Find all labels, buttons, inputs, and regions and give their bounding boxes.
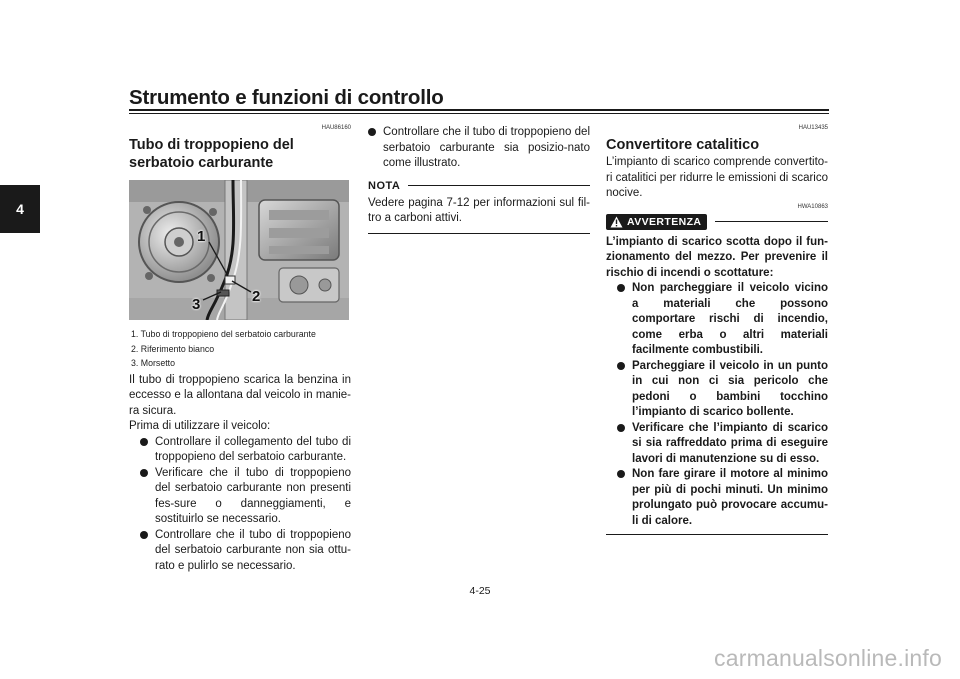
- body-paragraph: Il tubo di troppopieno scarica la benzina in eccesso e la allontana dal veicolo in manie-ra sicura.: [129, 373, 351, 417]
- warning-badge: [606, 214, 707, 230]
- column-catalytic: [606, 125, 828, 535]
- bullet-dot-icon: [140, 438, 148, 446]
- warning-code: HWA10863: [797, 203, 828, 210]
- warning-label: AVVERTENZA: [627, 215, 702, 228]
- column-fuel-overflow: [129, 125, 351, 574]
- section-title: Tubo di troppopieno del serbatoio carburante: [129, 137, 294, 171]
- engine-figure: [129, 180, 349, 320]
- note-label: NOTA: [368, 179, 401, 192]
- list-item: [140, 528, 351, 575]
- bullet-dot-icon: [140, 531, 148, 539]
- list-item: [617, 281, 828, 359]
- figure-captions: [131, 329, 351, 370]
- caption-item: 3. Morsetto: [131, 358, 176, 368]
- engine-illustration: [129, 180, 349, 320]
- note-header: [368, 180, 590, 192]
- warning-header: [606, 214, 828, 230]
- page-number: 4-25: [469, 585, 491, 597]
- bullet-list: [368, 125, 590, 172]
- warning-rule: [715, 221, 828, 222]
- list-item: [617, 421, 828, 468]
- list-item-text: Verificare che il tubo di troppopieno del serbatoio carburante non presenti fes-sure o danneggiamenti, e sostituirlo se necessario.: [155, 466, 351, 525]
- list-item-text: Controllare che il tubo di troppopieno del serbatoio carburante sia posizio-nato come illustrato.: [383, 126, 590, 169]
- header-rule-thin: [129, 113, 829, 114]
- bullet-dot-icon: [617, 470, 625, 478]
- column-continued: [368, 125, 590, 234]
- list-item: [140, 435, 351, 466]
- list-item: [140, 466, 351, 528]
- caption-item: 2. Riferimento bianco: [131, 343, 215, 354]
- body-paragraph: Prima di utilizzare il veicolo:: [129, 420, 271, 432]
- list-item-text: Controllare che il tubo di troppopieno del serbatoio carburante non sia ottu-rato e pulirlo se necessario.: [155, 528, 351, 572]
- warning-triangle-icon: [610, 216, 623, 228]
- figure-callout-3: 3: [192, 296, 201, 313]
- bullet-list: [140, 435, 351, 575]
- list-item-text: Controllare il collegamento del tubo di troppopieno del serbatoio carburante.: [155, 435, 351, 463]
- watermark: carmanualsonline.info: [714, 645, 942, 671]
- body-paragraph: L’impianto di scarico comprende convertito-ri catalitici per ridurre le emissioni di scarico nocive.: [606, 156, 828, 199]
- bullet-dot-icon: [617, 362, 625, 370]
- note-end-rule: [368, 233, 590, 234]
- warning-intro: L’impianto di scarico scotta dopo il fun-zionamento del mezzo. Per prevenire il rischio di incendi o scottature:: [606, 235, 828, 279]
- bullet-dot-icon: [617, 284, 625, 292]
- header-rule: [129, 109, 829, 111]
- section-code: HAU86160: [321, 125, 351, 131]
- warning-end-rule: [606, 534, 828, 535]
- list-item: [368, 125, 590, 172]
- list-item-text: Verificare che l’impianto di scarico si sia raffreddato prima di eseguire lavori di manutenzione su di esso.: [632, 421, 828, 465]
- section-title: Convertitore catalitico: [606, 137, 760, 153]
- bullet-dot-icon: [368, 128, 376, 136]
- list-item: [617, 359, 828, 421]
- section-code: HAU13435: [798, 125, 828, 131]
- list-item-text: Non fare girare il motore al minimo per più di pochi minuti. Un minimo prolungato può provocare accumu-li di calore.: [632, 468, 828, 527]
- bullet-dot-icon: [140, 469, 148, 477]
- note-rule: [408, 185, 590, 186]
- list-item-text: Parcheggiare il veicolo in un punto in cui non ci sia pericolo che pedoni o bambini tocchino l’impianto di scarico bollente.: [632, 359, 828, 418]
- figure-callout-2: 2: [252, 288, 261, 305]
- page-header-title: Strumento e funzioni di controllo: [129, 86, 444, 109]
- chapter-tab: 4: [0, 185, 40, 233]
- warning-list: [617, 281, 828, 529]
- list-item-text: Non parcheggiare il veicolo vicino a materiali che possono comportare rischi di incendio, come erba o altri materiali facilmente combustibili.: [632, 282, 828, 356]
- caption-item: 1. Tubo di troppopieno del serbatoio carburante: [131, 329, 316, 339]
- figure-callout-1: 1: [197, 228, 206, 245]
- bullet-dot-icon: [617, 424, 625, 432]
- list-item: [617, 467, 828, 529]
- note-text: Vedere pagina 7-12 per informazioni sul fil-tro a carboni attivi.: [368, 196, 590, 224]
